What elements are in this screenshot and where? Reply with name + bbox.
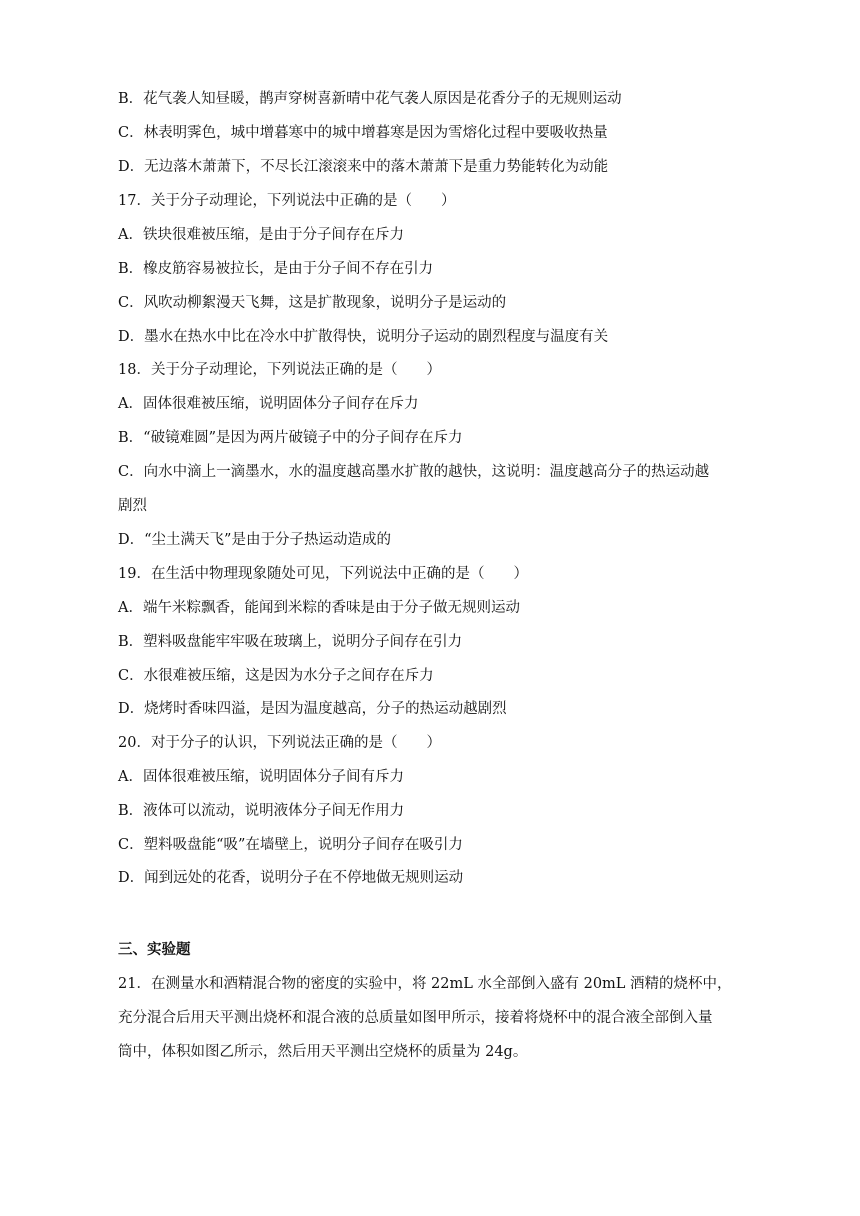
option-line: D．无边落木萧萧下，不尽长江滚滚来中的落木萧萧下是重力势能转化为动能 — [118, 159, 609, 175]
option-line: C．风吹动柳絮漫天飞舞，这是扩散现象，说明分子是运动的 — [118, 295, 507, 311]
question-20-stem: 20．对于分子的认识，下列说法正确的是（ ） — [118, 735, 441, 751]
option-line: A．固体很难被压缩，说明固体分子间存在斥力 — [118, 396, 419, 412]
question-19-stem: 19．在生活中物理现象随处可见，下列说法中正确的是（ ） — [118, 566, 528, 582]
option-line: B．花气袭人知昼暖，鹊声穿树喜新晴中花气袭人原因是花香分子的无规则运动 — [118, 91, 622, 107]
option-line: C．水很难被压缩，这是因为水分子之间存在斥力 — [118, 668, 434, 684]
option-line: C．向水中滴上一滴墨水，水的温度越高墨水扩散的越快，这说明：温度越高分子的热运动越 — [118, 464, 710, 480]
option-line: A．固体很难被压缩，说明固体分子间有斥力 — [118, 769, 404, 785]
question-18-stem: 18．关于分子动理论，下列说法正确的是（ ） — [118, 362, 441, 378]
question-21-text: 筒中，体积如图乙所示，然后用天平测出空烧杯的质量为 24g。 — [118, 1044, 528, 1060]
option-line: D．墨水在热水中比在冷水中扩散得快，说明分子运动的剧烈程度与温度有关 — [118, 329, 609, 345]
option-line: D．闻到远处的花香，说明分子在不停地做无规则运动 — [118, 870, 464, 886]
option-line: B．塑料吸盘能牢牢吸在玻璃上，说明分子间存在引力 — [118, 634, 463, 650]
option-line-continuation: 剧烈 — [118, 498, 147, 514]
option-line: B．橡皮筋容易被拉长，是由于分子间不存在引力 — [118, 261, 434, 277]
question-17-stem: 17．关于分子动理论，下列说法中正确的是（ ） — [118, 193, 456, 209]
option-line: C．塑料吸盘能“吸”在墙壁上，说明分子间存在吸引力 — [118, 837, 463, 853]
option-line: B．“破镜难圆”是因为两片破镜子中的分子间存在斥力 — [118, 430, 463, 446]
option-line: C．林表明霁色，城中增暮寒中的城中增暮寒是因为雪熔化过程中要吸收热量 — [118, 125, 608, 141]
option-line: A．端午米粽飘香，能闻到米粽的香味是由于分子做无规则运动 — [118, 600, 520, 616]
option-line: D．“尘土满天飞”是由于分子热运动造成的 — [118, 532, 391, 548]
section-title: 三、实验题 — [118, 941, 191, 958]
question-21-text: 充分混合后用天平测出烧杯和混合液的总质量如图甲所示，接着将烧杯中的混合液全部倒入量 — [118, 1010, 713, 1026]
question-21-text: 21．在测量水和酒精混合物的密度的实验中，将 22mL 水全部倒入盛有 20mL 酒精的烧杯中， — [118, 976, 732, 992]
option-line: A．铁块很难被压缩，是由于分子间存在斥力 — [118, 227, 404, 243]
option-line: B．液体可以流动，说明液体分子间无作用力 — [118, 803, 405, 819]
option-line: D．烧烤时香味四溢，是因为温度越高，分子的热运动越剧烈 — [118, 701, 507, 717]
